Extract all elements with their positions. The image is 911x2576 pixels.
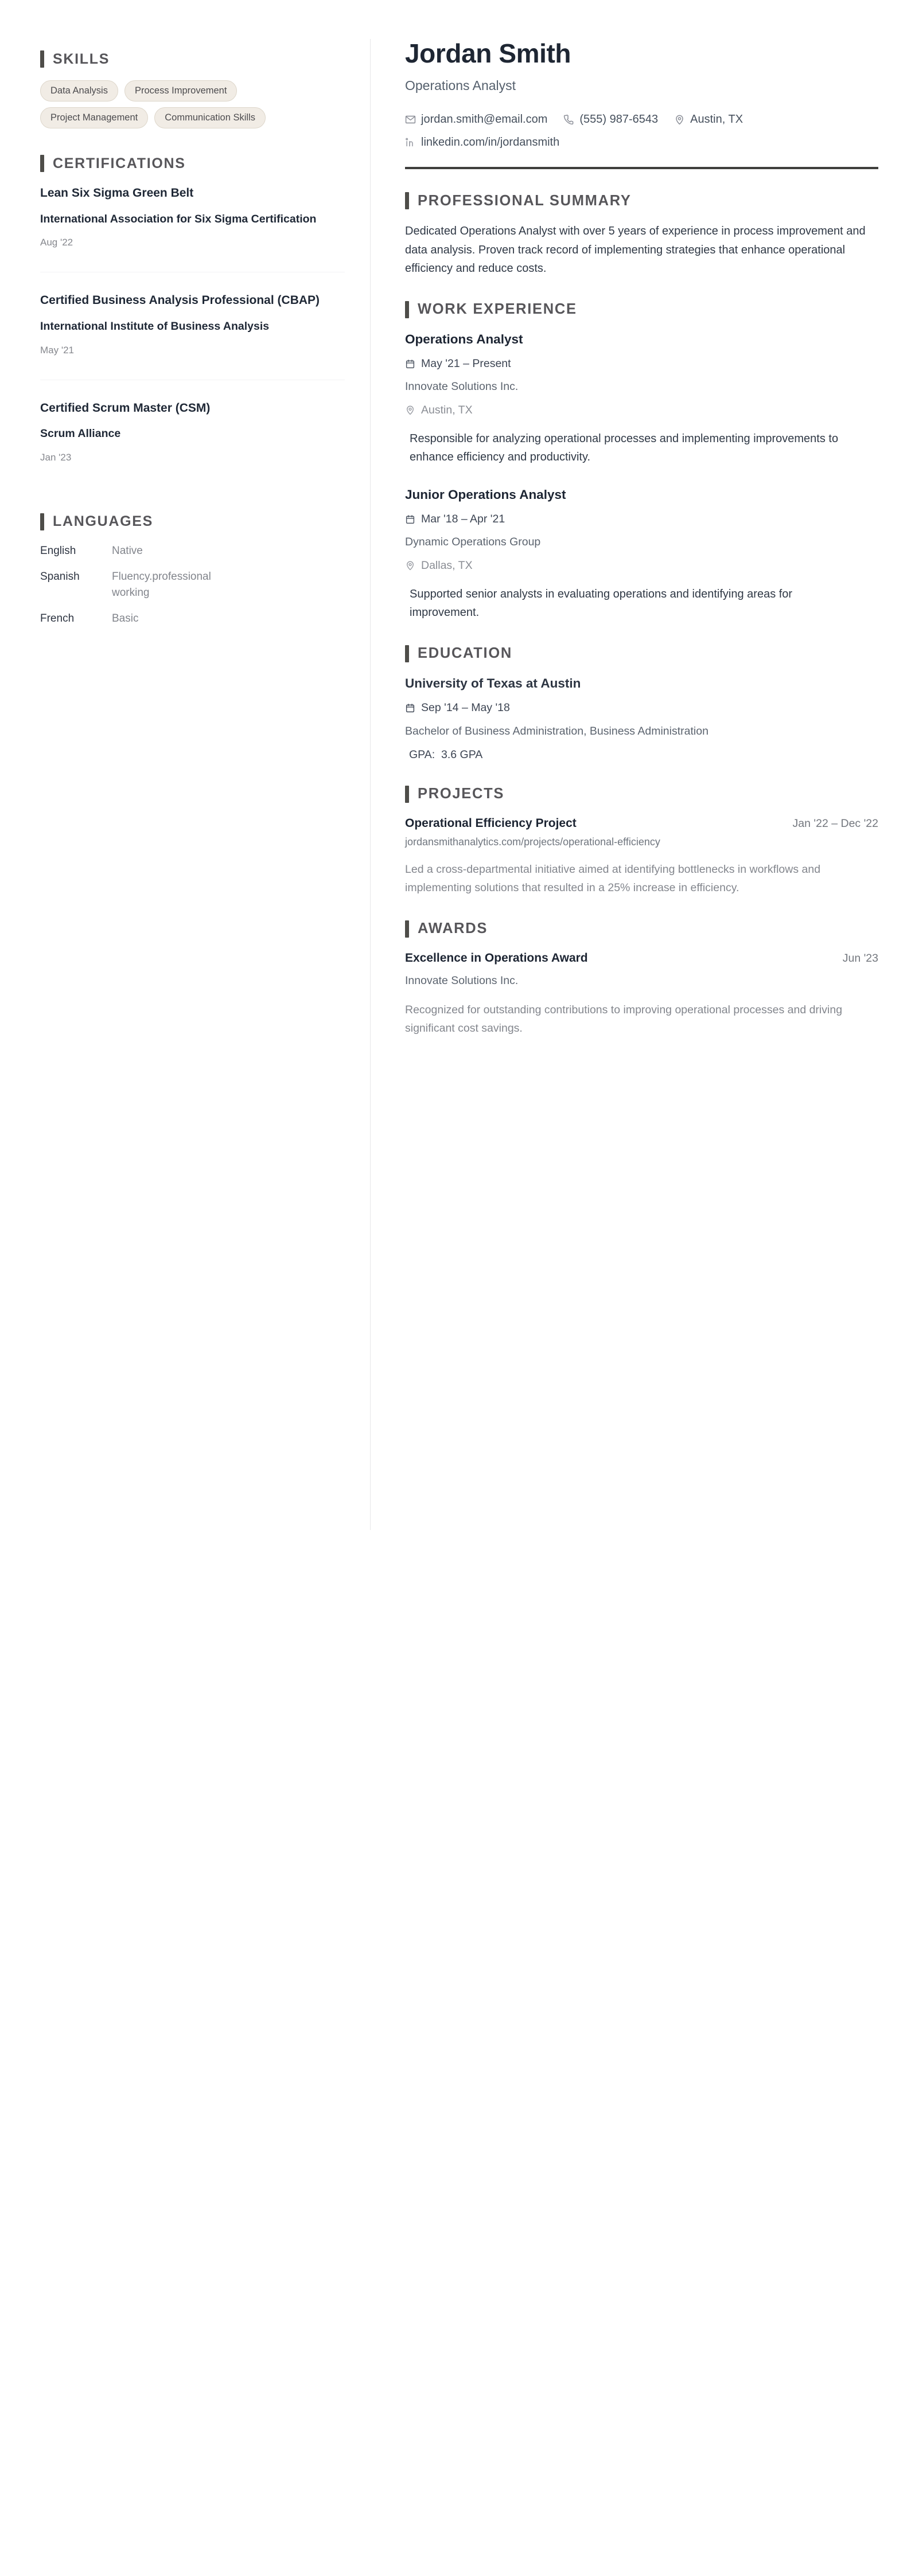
accent-bar-icon xyxy=(40,513,44,530)
award-description: Recognized for outstanding contributions to improving operational processes and driving significant cost savings. xyxy=(405,1004,843,1035)
certification-date: May '21 xyxy=(40,344,74,356)
contact-linkedin[interactable] xyxy=(405,135,559,150)
work-experience-heading xyxy=(405,301,878,318)
certification-item xyxy=(40,400,345,487)
languages-heading-label: LANGUAGES xyxy=(53,513,154,530)
education-gpa-label: GPA: xyxy=(409,748,435,761)
education-gpa-value: 3.6 GPA xyxy=(441,748,483,761)
awards-heading xyxy=(405,920,878,938)
accent-bar-icon xyxy=(40,50,44,68)
contact-email-value: jordan.smith@email.com xyxy=(421,113,548,126)
projects-heading-label: PROJECTS xyxy=(418,786,505,802)
job-description: Supported senior analysts in evaluating operations and identifying areas for improvement. xyxy=(410,587,793,619)
education-degree: Bachelor of Business Administration, Business Administration xyxy=(405,725,708,738)
skill-chip[interactable]: Process Improvement xyxy=(124,80,237,102)
languages-heading xyxy=(40,513,345,530)
summary-text: Dedicated Operations Analyst with over 5 years of experience in process improvement and data analysis. Proven track record of implementing strategies that enhance operational efficiency and reduce costs. xyxy=(405,225,866,275)
certification-name: Certified Scrum Master (CSM) xyxy=(40,401,211,415)
summary-heading-label: PROFESSIONAL SUMMARY xyxy=(418,192,632,209)
project-name: Operational Efficiency Project xyxy=(405,816,577,830)
summary-section xyxy=(405,192,878,278)
contact-linkedin-value: linkedin.com/in/jordansmith xyxy=(421,136,560,149)
job-dates-value: May '21 – Present xyxy=(421,357,511,370)
language-row xyxy=(40,543,345,559)
certification-date: Jan '23 xyxy=(40,451,72,463)
work-experience-heading-label: WORK EXPERIENCE xyxy=(418,300,577,317)
education-heading xyxy=(405,645,878,662)
language-name: Spanish xyxy=(40,571,80,583)
job-entry xyxy=(405,331,878,467)
accent-bar-icon xyxy=(40,155,44,172)
job-company: Innovate Solutions Inc. xyxy=(405,380,519,393)
job-description: Responsible for analyzing operational processes and implementing improvements to enhance efficiency and productivity. xyxy=(410,432,839,464)
education-dates xyxy=(405,700,878,716)
job-entry xyxy=(405,486,878,622)
language-level: Basic xyxy=(112,612,139,625)
header-divider xyxy=(405,167,878,169)
location-pin-icon xyxy=(405,405,415,415)
skill-chip[interactable]: Communication Skills xyxy=(154,107,266,128)
candidate-name: Jordan Smith xyxy=(405,38,571,68)
certification-issuer: International Association for Six Sigma Certification xyxy=(40,213,317,226)
award-organization: Innovate Solutions Inc. xyxy=(405,974,519,987)
job-location xyxy=(405,558,878,573)
job-company: Dynamic Operations Group xyxy=(405,536,541,549)
certifications-section xyxy=(40,155,345,487)
job-dates-value: Mar '18 – Apr '21 xyxy=(421,513,505,526)
job-title: Operations Analyst xyxy=(405,331,523,346)
accent-bar-icon xyxy=(405,786,409,803)
skill-chip[interactable]: Project Management xyxy=(40,107,148,128)
linkedin-icon xyxy=(405,137,416,148)
phone-icon xyxy=(563,114,574,125)
contact-phone[interactable] xyxy=(563,112,658,127)
job-location-value: Austin, TX xyxy=(421,403,473,416)
location-pin-icon xyxy=(674,114,685,125)
languages-section xyxy=(40,513,345,627)
certification-name: Lean Six Sigma Green Belt xyxy=(40,186,194,200)
accent-bar-icon xyxy=(405,645,409,662)
awards-section xyxy=(405,920,878,1038)
awards-heading-label: AWARDS xyxy=(418,920,488,936)
language-level: Native xyxy=(112,544,143,557)
project-description: Led a cross-departmental initiative aimed at identifying bottlenecks in workflows and implementing solutions that resulted in a 25% increase in efficiency. xyxy=(405,863,821,894)
certification-item xyxy=(40,185,345,272)
main-content xyxy=(371,33,878,1060)
language-level: Fluency.professional working xyxy=(112,571,211,599)
project-header-row xyxy=(405,815,878,832)
accent-bar-icon xyxy=(405,301,409,318)
language-row xyxy=(40,611,345,627)
envelope-icon xyxy=(405,114,416,125)
skills-heading-label: SKILLS xyxy=(53,50,110,67)
job-location xyxy=(405,403,878,418)
contact-location xyxy=(674,112,743,127)
accent-bar-icon xyxy=(405,192,409,209)
contact-row-primary xyxy=(405,112,878,127)
certification-date: Aug '22 xyxy=(40,237,73,248)
education-section xyxy=(405,645,878,763)
job-dates xyxy=(405,512,878,527)
job-location-value: Dallas, TX xyxy=(421,559,473,572)
education-gpa xyxy=(405,747,878,763)
skill-chip[interactable]: Data Analysis xyxy=(40,80,118,102)
job-dates xyxy=(405,356,878,372)
calendar-icon xyxy=(405,359,415,369)
certification-item xyxy=(40,292,345,380)
skills-heading xyxy=(40,50,345,68)
contact-phone-value: (555) 987-6543 xyxy=(579,113,659,126)
certifications-heading xyxy=(40,155,345,172)
certification-name: Certified Business Analysis Professional (CBAP) xyxy=(40,294,320,307)
certification-issuer: Scrum Alliance xyxy=(40,427,121,440)
award-header-row xyxy=(405,950,878,966)
sidebar xyxy=(40,33,370,637)
contact-location-value: Austin, TX xyxy=(690,113,743,126)
calendar-icon xyxy=(405,514,415,525)
language-name: English xyxy=(40,544,76,557)
project-url[interactable]: jordansmithanalytics.com/projects/operational-efficiency xyxy=(405,836,660,848)
work-experience-section xyxy=(405,301,878,622)
contact-email[interactable] xyxy=(405,112,547,127)
education-dates-value: Sep '14 – May '18 xyxy=(421,701,510,715)
summary-heading xyxy=(405,192,878,209)
projects-section xyxy=(405,786,878,897)
accent-bar-icon xyxy=(405,920,409,938)
projects-heading xyxy=(405,786,878,803)
skills-chip-list xyxy=(40,80,310,128)
project-dates: Jan '22 – Dec '22 xyxy=(792,817,878,830)
language-name: French xyxy=(40,612,75,625)
skills-section xyxy=(40,50,345,128)
award-item xyxy=(405,950,878,1038)
contact-row-secondary xyxy=(405,135,878,150)
certifications-heading-label: CERTIFICATIONS xyxy=(53,155,186,171)
education-school: University of Texas at Austin xyxy=(405,676,581,690)
resume-header xyxy=(405,39,878,169)
project-item xyxy=(405,815,878,897)
candidate-role: Operations Analyst xyxy=(405,77,516,93)
award-name: Excellence in Operations Award xyxy=(405,951,588,965)
job-title: Junior Operations Analyst xyxy=(405,487,566,502)
certification-issuer: International Institute of Business Analysis xyxy=(40,320,270,333)
calendar-icon xyxy=(405,703,415,713)
location-pin-icon xyxy=(405,560,415,571)
education-heading-label: EDUCATION xyxy=(418,645,512,661)
award-date: Jun '23 xyxy=(842,951,878,965)
language-row xyxy=(40,569,345,600)
